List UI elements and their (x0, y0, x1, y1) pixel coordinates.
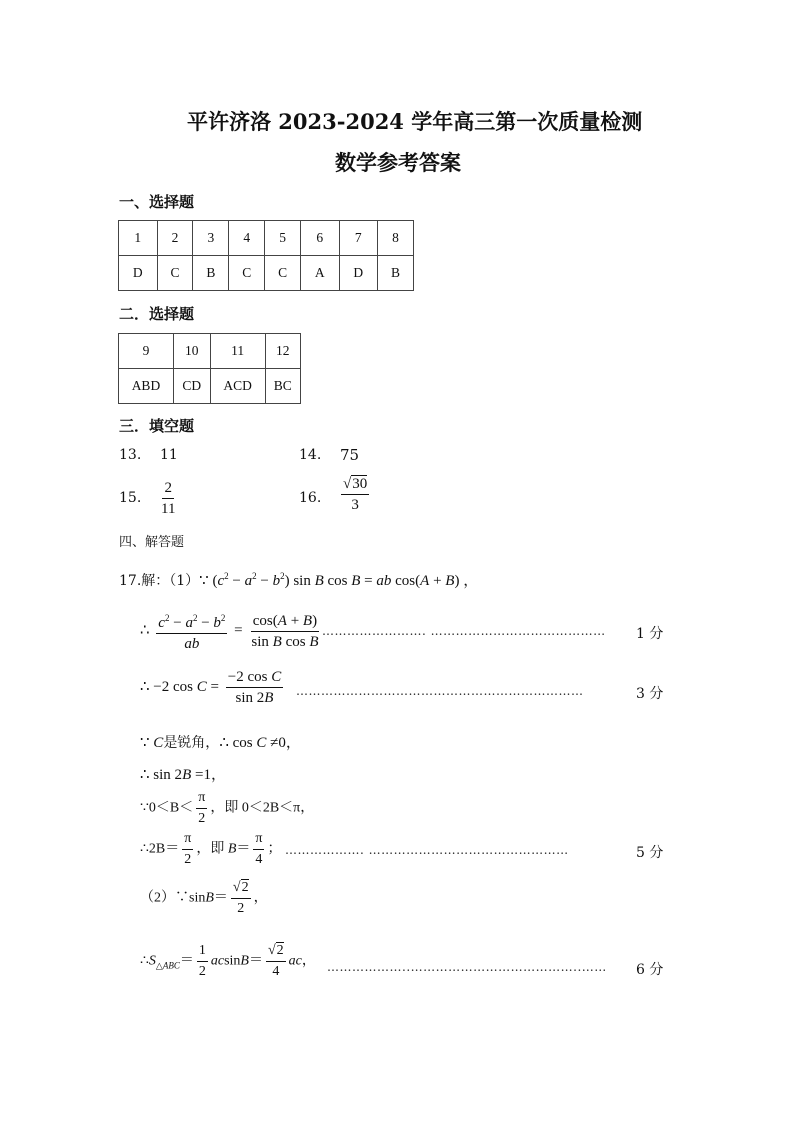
q15-numerator: 2 (162, 480, 174, 499)
q15-answer (156, 480, 180, 517)
q13-number: 13. (119, 447, 142, 463)
q14-number: 14. (299, 447, 322, 463)
q16-answer: $\frac{√30}{3}$ (343, 476, 368, 513)
q16-number: 16. (299, 490, 322, 506)
table-cell: ABD (119, 369, 174, 404)
table-cell: 8 (378, 221, 414, 256)
q17-score-1: 1 分 (636, 626, 664, 642)
q17-part2-label: （2） (140, 890, 175, 906)
q17-dots-2: …………………………………………………………… (296, 684, 584, 698)
q17-line-7: ∴2B＝ $\frac{\pi}{2}$ ，即 B＝ $\frac{\pi}{4}$ ； (140, 831, 282, 867)
q17-range-text: 即 0＜2B＜π， (224, 800, 315, 816)
table-cell: A (301, 256, 340, 291)
choice-answer-table (118, 220, 414, 291)
table-cell: B (193, 256, 229, 291)
table-row (119, 221, 414, 256)
q17-score-6: 6 分 (636, 962, 664, 978)
table-cell: 3 (193, 221, 229, 256)
table-cell: C (265, 256, 301, 291)
q15-denominator: 11 (161, 501, 176, 517)
table-cell: ACD (210, 369, 265, 404)
q13-answer: 11 (160, 447, 178, 463)
section-heading-solutions: 四、解答题 (119, 535, 185, 550)
q17-dots-1: ……………………. …………………………………… (322, 624, 606, 638)
q17-acute-text: 是锐角， (163, 735, 220, 751)
table-cell: 12 (265, 334, 300, 369)
section-heading-choice: 一、选择题 (119, 193, 195, 211)
q16-numerator: 30 (352, 476, 368, 492)
table-cell: 7 (339, 221, 378, 256)
q17-score-3: 3 分 (636, 686, 664, 702)
q17-part2-line: （2）∵sinB＝ $\frac{√2}{2}$ ， (140, 880, 268, 916)
q17-line-6: ∵0＜B＜ $\frac{\pi}{2}$ ，即 0＜2B＜π， (140, 790, 315, 826)
table-row (119, 256, 414, 291)
q17-line-5: ∴ sin 2B =1， (140, 767, 226, 783)
q17-dots-3: ………………. ………………………………………… (285, 843, 569, 857)
table-cell: C (229, 256, 265, 291)
q17-line-4: ∵ C是锐角，∴ cos C ≠0， (140, 735, 301, 751)
q17-prefix: 17.解：（1） (119, 573, 200, 589)
q17-dots-4: ………………..…………………………………..…… (327, 960, 607, 974)
table-cell: 9 (119, 334, 174, 369)
q17-area-line: $\therefore S_{\triangle ABC}=$ $\frac{1}{2}$ acsinB＝ $\frac{√2}{4}$ ac， (140, 943, 316, 979)
page-subtitle: 数学参考答案 (335, 150, 461, 175)
table-cell: 1 (119, 221, 158, 256)
table-cell: BC (265, 369, 300, 404)
section-heading-multi-choice: 二．选择题 (119, 305, 195, 323)
table-cell: 10 (173, 334, 210, 369)
q17-line-3: ∴ −2 cos C = $\frac{\text{−2 cos C}}{\sin 2B}$ (140, 669, 282, 706)
q16-denominator: 3 (351, 497, 359, 513)
table-cell: B (378, 256, 414, 291)
q14-answer: 75 (340, 446, 360, 464)
q15-number: 15. (119, 490, 142, 506)
table-cell: 4 (229, 221, 265, 256)
table-cell: 2 (157, 221, 193, 256)
table-cell: D (119, 256, 158, 291)
q17-score-5: 5 分 (636, 845, 664, 861)
q17-line-1: 17.解：（1）∵ $(c^2 - a^2 - b^2)$ sin B cos B = ab cos(A + B) ， (119, 571, 479, 589)
table-row (119, 334, 301, 369)
q17-line-2: ∴ $\frac{c^2 - a^2 - b^2}{ab}$ = $\frac{\cos(A + B)}{\text{sin B cos B}}$ (140, 610, 323, 652)
section-heading-fill-in: 三．填空题 (119, 417, 195, 435)
multi-choice-answer-table (118, 333, 301, 404)
table-cell: C (157, 256, 193, 291)
table-cell: 11 (210, 334, 265, 369)
table-cell: 6 (301, 221, 340, 256)
page-title: 平许济洛 2023-2024 学年高三第一次质量检测 (187, 109, 643, 134)
table-cell: 5 (265, 221, 301, 256)
table-row (119, 369, 301, 404)
table-cell: D (339, 256, 378, 291)
table-cell: CD (173, 369, 210, 404)
